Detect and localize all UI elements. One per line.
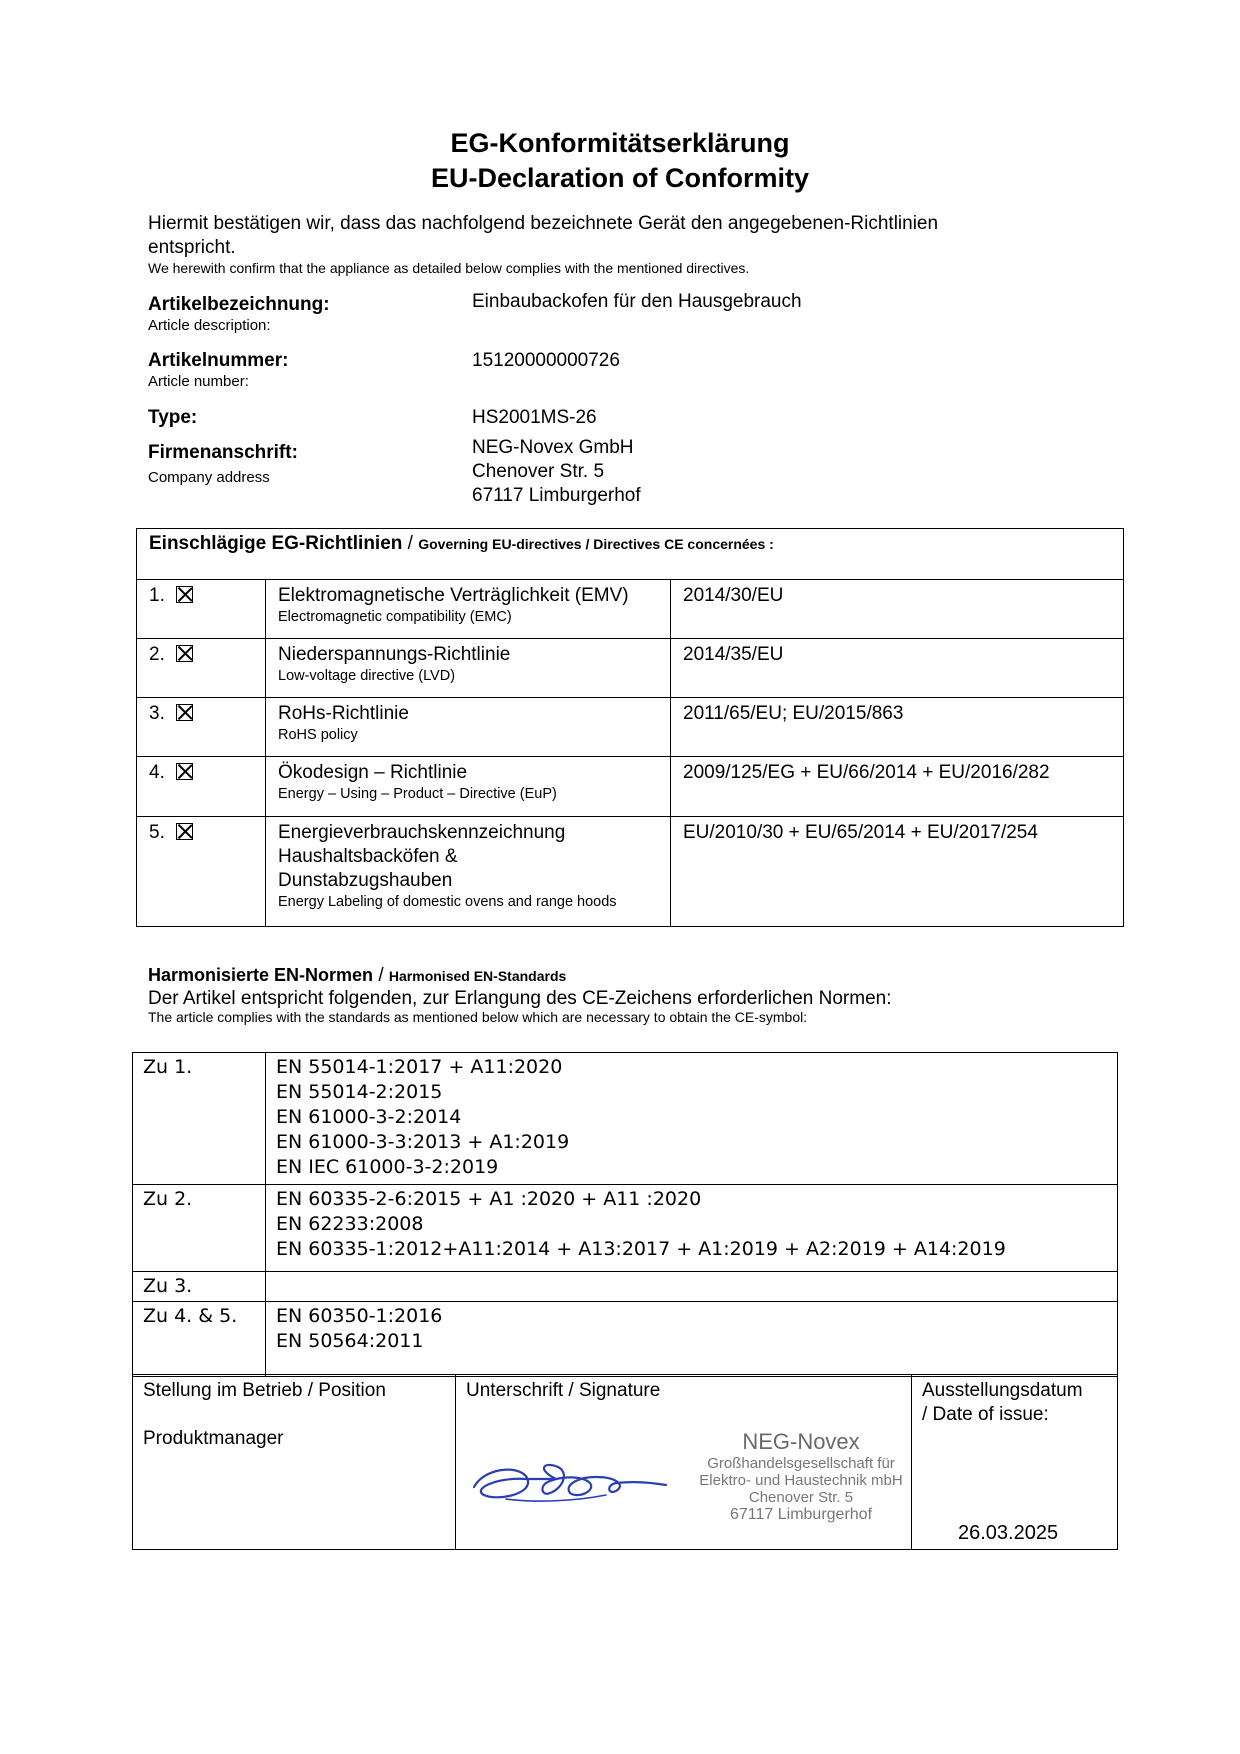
- type-label: Type:: [148, 407, 198, 428]
- standard-entry: EN 60335-1:2012+A11:2014 + A13:2017 + A1:2019 + A2:2019 + A14:2019: [276, 1238, 1006, 1260]
- standard-entry: EN 60350-1:2016: [276, 1305, 443, 1327]
- company-line1: NEG-Novex GmbH: [472, 437, 634, 458]
- stamp-line: Elektro- und Haustechnik mbH: [699, 1472, 903, 1489]
- directive-name-cell: [266, 817, 671, 927]
- type-value: HS2001MS-26: [472, 407, 597, 428]
- standard-entry: EN 55014-1:2017 + A11:2020: [276, 1056, 563, 1078]
- directive-name-de: Energieverbrauchskennzeichnung Haushaltsbacköfen & Dunstabzugshauben: [278, 822, 566, 891]
- number-label: Artikelnummer:: [148, 350, 289, 371]
- directive-num: 3.: [149, 703, 165, 724]
- number-sub: Article number:: [148, 373, 249, 390]
- date-label-line1: Ausstellungsdatum: [922, 1380, 1083, 1401]
- intro-de-line1: Hiermit bestätigen wir, dass das nachfolgend bezeichnete Gerät den angegebenen-Richtlinien: [148, 213, 939, 234]
- article-value: Einbaubackofen für den Hausgebrauch: [472, 291, 802, 312]
- checked-box-icon: [176, 586, 193, 603]
- directive-row: [137, 817, 1124, 927]
- standards-list: [266, 1185, 1118, 1272]
- standard-entry: EN 55014-2:2015: [276, 1081, 443, 1103]
- standards-ref: Zu 3.: [133, 1272, 266, 1302]
- directive-code: 2009/125/EG + EU/66/2014 + EU/2016/282: [671, 757, 1124, 817]
- checked-box-icon: [176, 704, 193, 721]
- directives-header-de: Einschlägige EG-Richtlinien: [149, 533, 403, 554]
- directive-num-cell: [137, 698, 266, 757]
- standards-ref: Zu 4. & 5.: [133, 1302, 266, 1377]
- directive-num: 4.: [149, 762, 165, 783]
- directive-name-en: RoHS policy: [278, 727, 358, 743]
- standards-header-de: Harmonisierte EN-Normen: [148, 965, 374, 985]
- standards-header-sep: /: [373, 965, 389, 986]
- directive-name-de: RoHs-Richtlinie: [278, 703, 409, 724]
- stamp-line: Chenover Str. 5: [748, 1489, 854, 1506]
- directives-header-en: Governing EU-directives / Directives CE concernées :: [418, 536, 774, 552]
- article-label: Artikelbezeichnung:: [148, 294, 330, 315]
- standard-entry: EN 50564:2011: [276, 1330, 424, 1352]
- directive-num: 2.: [149, 644, 165, 665]
- date-label-line2: / Date of issue:: [922, 1404, 1049, 1425]
- standards-header-en: Harmonised EN-Standards: [388, 968, 567, 984]
- directive-code: 2014/30/EU: [671, 580, 1124, 639]
- position-value: Produktmanager: [143, 1428, 284, 1449]
- directive-num: 5.: [149, 822, 165, 843]
- directive-code: 2011/65/EU; EU/2015/863: [671, 698, 1124, 757]
- directives-header-row: [137, 529, 1124, 580]
- directive-name-cell: [266, 639, 671, 698]
- checked-box-icon: [176, 645, 193, 662]
- stamp-line: 67117 Limburgerhof: [729, 1506, 873, 1523]
- directive-name-cell: [266, 580, 671, 639]
- signature-cell: [455, 1374, 912, 1550]
- directives-header: [137, 529, 1124, 580]
- handwritten-signature: [466, 1455, 676, 1515]
- standard-entry: EN 61000-3-2:2014: [276, 1106, 462, 1128]
- directive-num-cell: [137, 817, 266, 927]
- directive-num: 1.: [149, 585, 165, 606]
- standards-row: [133, 1185, 1118, 1272]
- directive-name-de: Ökodesign – Richtlinie: [278, 762, 468, 783]
- standards-list: [266, 1053, 1118, 1185]
- signature-label: Unterschrift / Signature: [466, 1380, 661, 1401]
- standards-row: [133, 1053, 1118, 1185]
- standards-intro-de: Der Artikel entspricht folgenden, zur Erlangung des CE-Zeichens erforderlichen Normen:: [148, 988, 892, 1009]
- directive-row: [137, 698, 1124, 757]
- directive-name-en: Energy – Using – Product – Directive (EuP): [278, 786, 557, 802]
- standards-table: [132, 1052, 1118, 1377]
- standard-entry: EN 61000-3-3:2013 + A1:2019: [276, 1131, 570, 1153]
- number-value: 15120000000726: [472, 350, 620, 371]
- intro-de-line2: entspricht.: [148, 237, 236, 258]
- directive-row: [137, 580, 1124, 639]
- title-en: EU-Declaration of Conformity: [430, 163, 810, 193]
- directive-name-cell: [266, 698, 671, 757]
- company-label: Firmenanschrift:: [148, 442, 298, 463]
- standard-entry: EN 62233:2008: [276, 1213, 424, 1235]
- directive-name-en: Electromagnetic compatibility (EMC): [278, 609, 512, 625]
- checked-box-icon: [176, 763, 193, 780]
- standards-ref: Zu 2.: [133, 1185, 266, 1272]
- stamp-name: NEG-Novex: [742, 1429, 860, 1454]
- standards-intro-en: The article complies with the standards as mentioned below which are necessary to obtain the CE-symbol:: [148, 1009, 808, 1025]
- directive-row: [137, 757, 1124, 817]
- directive-num-cell: [137, 757, 266, 817]
- company-stamp: [696, 1429, 906, 1523]
- intro-en: We herewith confirm that the appliance as detailed below complies with the mentioned directives.: [148, 260, 750, 276]
- directive-name-de: Elektromagnetische Verträglichkeit (EMV): [278, 585, 629, 606]
- stamp-line: Großhandelsgesellschaft für: [707, 1455, 895, 1472]
- date-value: 26.03.2025: [958, 1522, 1059, 1544]
- standard-entry: EN IEC 61000-3-2:2019: [276, 1156, 499, 1178]
- article-sub: Article description:: [148, 317, 271, 334]
- checked-box-icon: [176, 823, 193, 840]
- company-sub: Company address: [148, 469, 270, 486]
- directive-row: [137, 639, 1124, 698]
- date-cell: [911, 1374, 1118, 1550]
- directive-num-cell: [137, 580, 266, 639]
- standards-list: [266, 1272, 1118, 1302]
- position-cell: [132, 1374, 456, 1550]
- company-line3: 67117 Limburgerhof: [472, 485, 641, 506]
- directives-header-sep: /: [402, 533, 419, 554]
- directive-num-cell: [137, 639, 266, 698]
- directive-name-en: Energy Labeling of domestic ovens and range hoods: [278, 894, 617, 910]
- standards-row: [133, 1272, 1118, 1302]
- directive-code: EU/2010/30 + EU/65/2014 + EU/2017/254: [671, 817, 1124, 927]
- directives-table: [136, 528, 1124, 927]
- directive-name-cell: [266, 757, 671, 817]
- directive-code: 2014/35/EU: [671, 639, 1124, 698]
- standards-ref: Zu 1.: [133, 1053, 266, 1185]
- standards-list: [266, 1302, 1118, 1377]
- standards-header: [148, 963, 566, 988]
- directive-name-de: Niederspannungs-Richtlinie: [278, 644, 511, 665]
- directive-name-en: Low-voltage directive (LVD): [278, 668, 456, 684]
- title-de: EG-Konformitätserklärung: [450, 128, 790, 158]
- position-label: Stellung im Betrieb / Position: [143, 1380, 386, 1401]
- signature-section: [132, 1374, 1118, 1552]
- standards-row: [133, 1302, 1118, 1377]
- company-line2: Chenover Str. 5: [472, 461, 605, 482]
- standard-entry: EN 60335-2-6:2015 + A1 :2020 + A11 :2020: [276, 1188, 702, 1210]
